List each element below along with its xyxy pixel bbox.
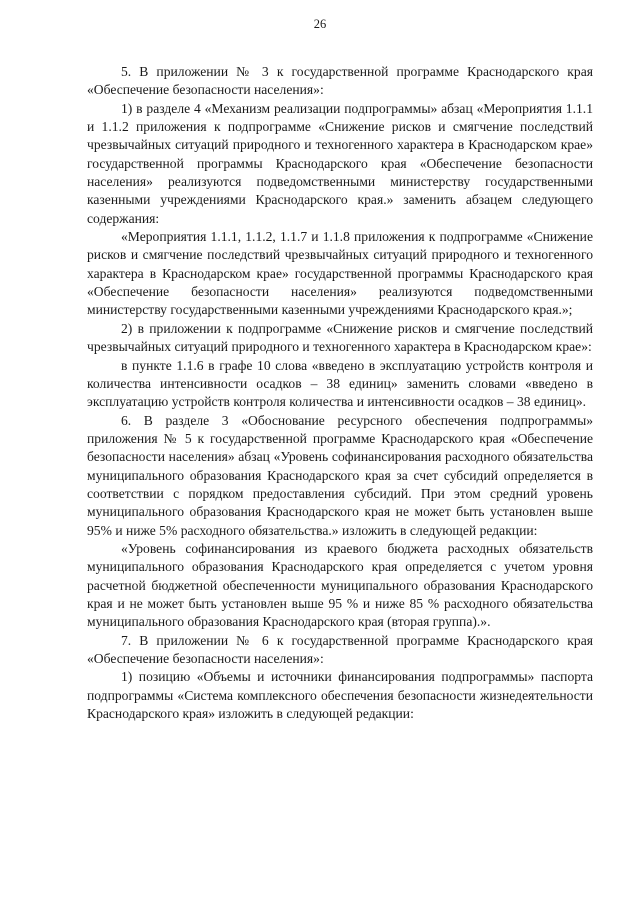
paragraph-clause-1-1-6: в пункте 1.1.6 в графе 10 слова «введено в эксплуатацию устройств контроля и количества интенсивности осадков – 38 единиц» заменить словами «введено в эксплуатацию устройств контроля количества и интенсивности осадков – 38 единиц». (87, 357, 593, 410)
paragraph-item-5: 5. В приложении № 3 к государственной программе Краснодарского края «Обеспечение безопасности населения»: (87, 64, 593, 98)
document-body (87, 63, 593, 723)
paragraph-subitem-5-2: 2) в приложении к подпрограмме «Снижение рисков и смягчение последствий чрезвычайных ситуаций природного и техногенного характера в Краснодарском крае»: (87, 320, 593, 355)
paragraph-subitem-5-1: 1) в разделе 4 «Механизм реализации подпрограммы» абзац «Мероприятия 1.1.1 и 1.1.2 приложения к подпрограмме «Снижение рисков и смягчение последствий чрезвычайных ситуаций природного и техногенного характера в Краснодарском крае» государственной программы Краснодарского края «Обеспечение безопасности населения» реализуются подведомственными министерству государственными казенными учреждениями Краснодарского края.» заменить абзацем следующего содержания: (87, 100, 593, 226)
paragraph-quoted-replacement-6: «Уровень софинансирования из краевого бюджета расходных обязательств муниципального образования Краснодарского края определяется с учетом уровня расчетной бюджетной обеспеченности муниципального образования Краснодарского края и не может быть установлен выше 95 % и ниже 85 % расходного обязательства муниципального образования Краснодарского края (вторая группа).». (87, 540, 593, 630)
paragraph-subitem-7-1: 1) позицию «Объемы и источники финансирования подпрограммы» паспорта подпрограммы «Система комплексного обеспечения безопасности жизнедеятельности Краснодарского края» изложить в следующей редакции: (87, 669, 593, 722)
paragraph-quoted-replacement-5-1: «Мероприятия 1.1.1, 1.1.2, 1.1.7 и 1.1.8 приложения к подпрограмме «Снижение рисков и смягчение последствий чрезвычайных ситуаций природного и техногенного характера в Краснодарском крае» государственной программы Краснодарского края «Обеспечение безопасности населения» реализуются подведомственными министерству государственными казенными учреждениями Краснодарского края.»; (87, 229, 593, 318)
paragraph-item-6: 6. В разделе 3 «Обоснование ресурсного обеспечения подпрограммы» приложения № 5 к государственной программе Краснодарского края «Обеспечение безопасности населения» абзац «Уровень софинансирования расходного обязательства муниципального образования Краснодарского края за счет субсидий определяется в соответствии с порядком предоставления субсидий. При этом средний уровень муниципального образования Краснодарского края не может быть установлен выше 95% и ниже 5% расходного обязательства.» изложить в следующей редакции: (87, 412, 593, 538)
paragraph-item-7: 7. В приложении № 6 к государственной программе Краснодарского края «Обеспечение безопасности населения»: (87, 632, 593, 666)
page-number: 26 (313, 17, 327, 31)
